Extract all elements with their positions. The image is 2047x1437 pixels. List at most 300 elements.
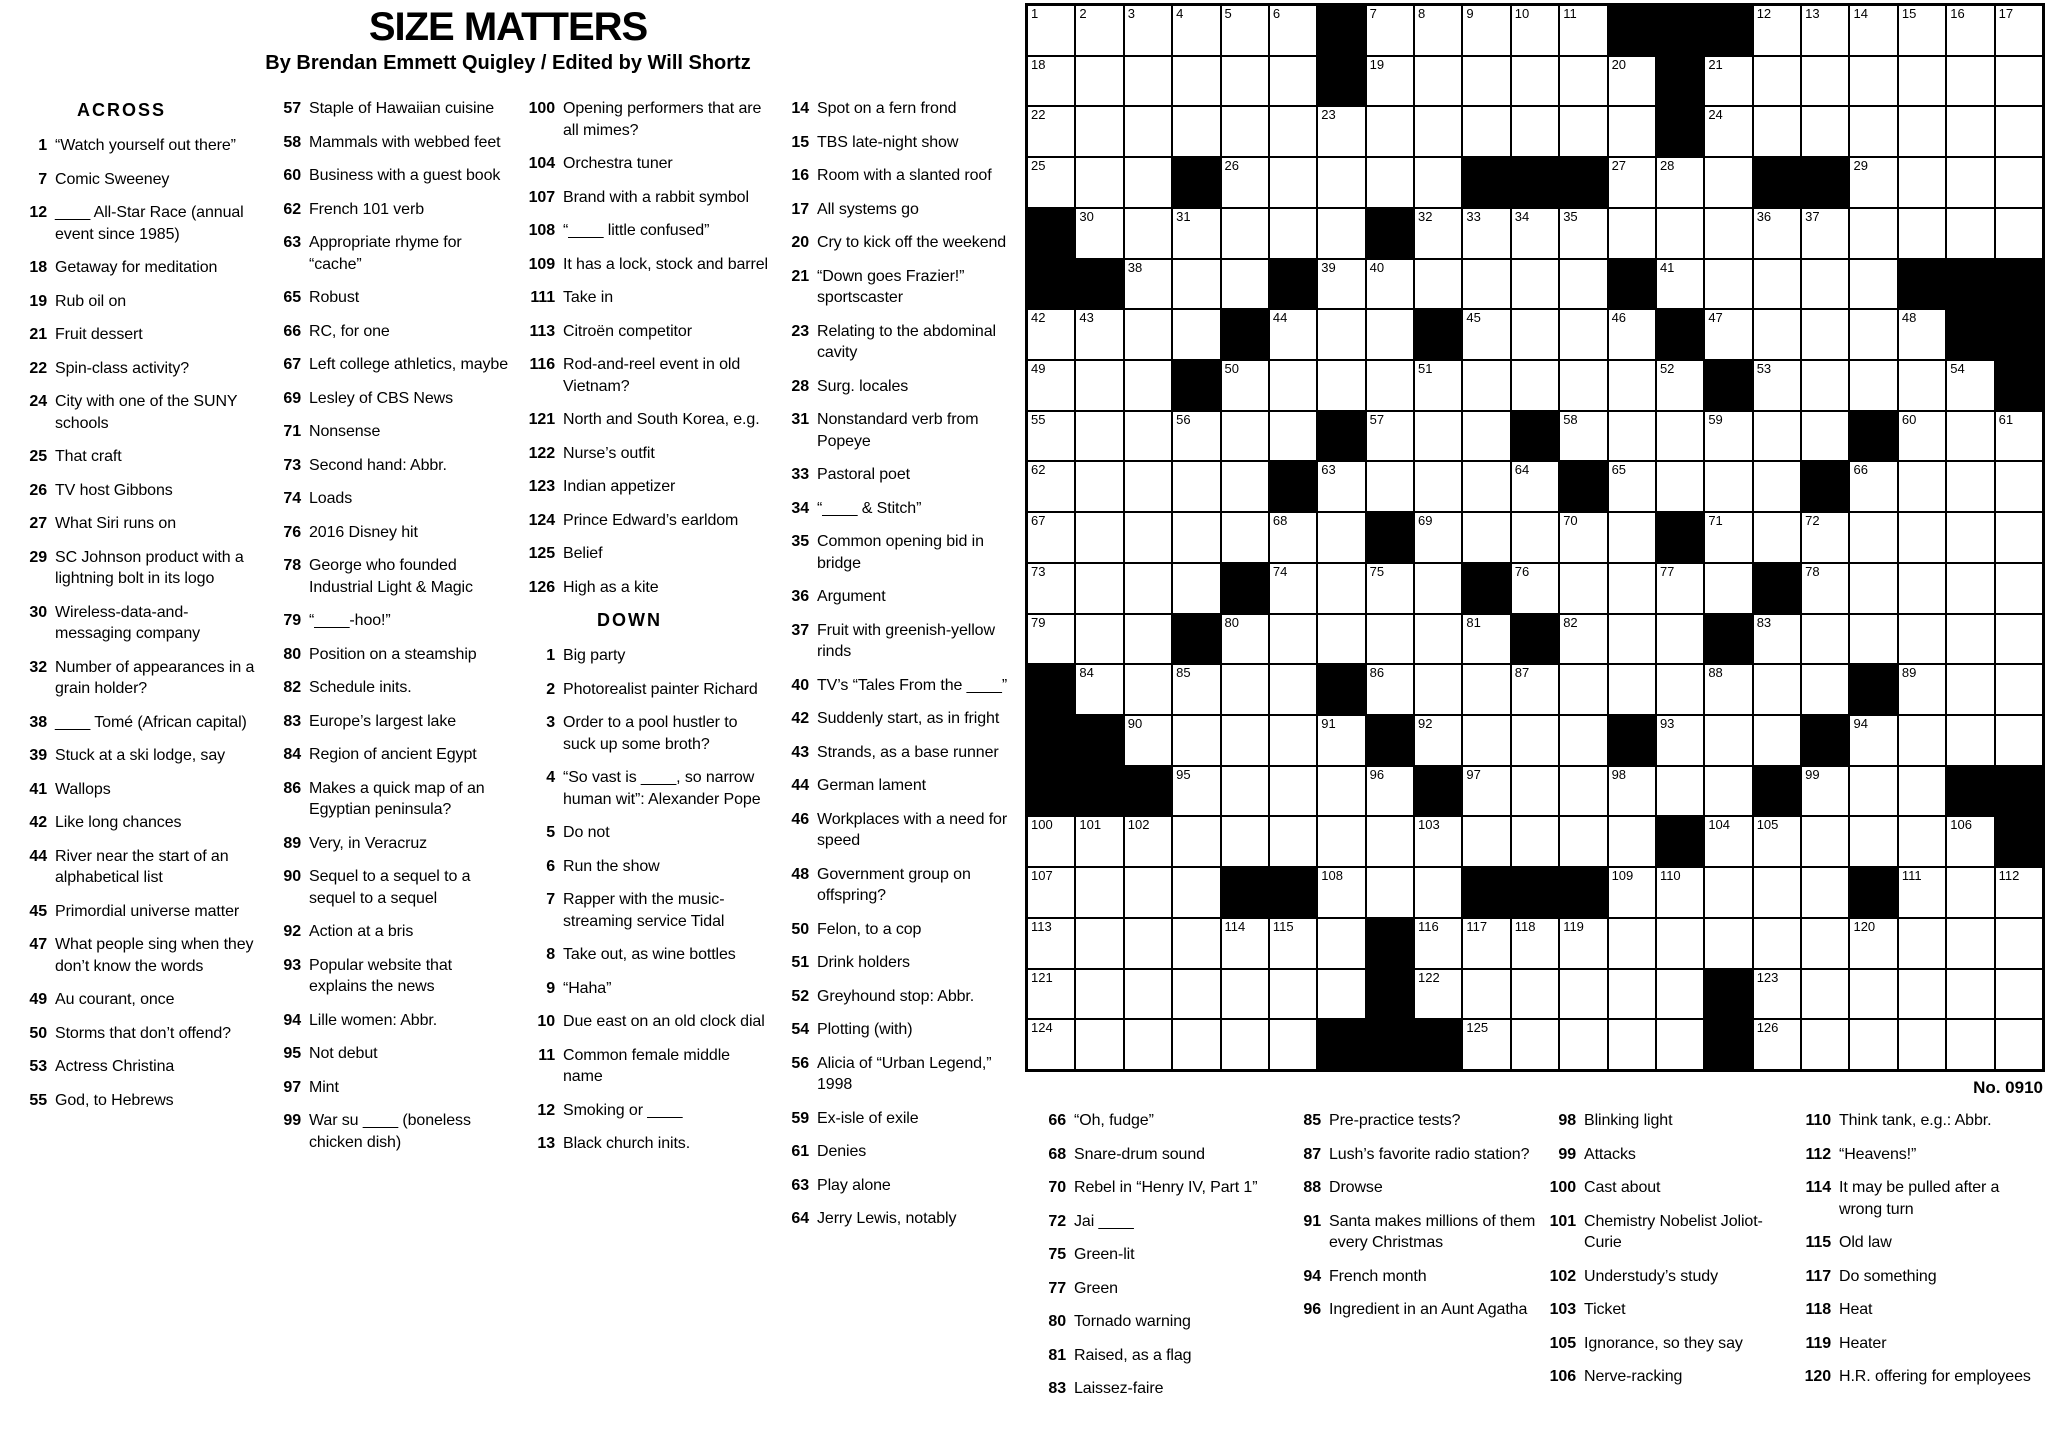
grid-cell[interactable] [1899, 716, 1945, 765]
grid-cell[interactable] [1125, 6, 1171, 55]
grid-cell[interactable] [1947, 107, 1993, 156]
grid-cell[interactable] [1125, 462, 1171, 511]
grid-cell[interactable] [1802, 412, 1848, 461]
grid-cell[interactable] [1463, 209, 1509, 258]
grid-cell[interactable] [1125, 817, 1171, 866]
grid-cell[interactable] [1222, 209, 1268, 258]
grid-cell[interactable] [1415, 919, 1461, 968]
grid-cell[interactable] [1173, 665, 1219, 714]
grid-cell[interactable] [1754, 970, 1800, 1019]
grid-cell[interactable] [1754, 665, 1800, 714]
grid-cell[interactable] [1657, 1020, 1703, 1069]
grid-cell[interactable] [1318, 209, 1364, 258]
grid-cell[interactable] [1076, 158, 1122, 207]
grid-cell[interactable] [1222, 716, 1268, 765]
grid-cell[interactable] [1367, 107, 1413, 156]
grid-cell[interactable] [1125, 615, 1171, 664]
grid-cell[interactable] [1222, 665, 1268, 714]
grid-cell[interactable] [1802, 868, 1848, 917]
grid-cell[interactable] [1125, 310, 1171, 359]
grid-cell[interactable] [1996, 158, 2042, 207]
grid-cell[interactable] [1899, 564, 1945, 613]
grid-cell[interactable] [1705, 412, 1751, 461]
grid-cell[interactable] [1996, 412, 2042, 461]
grid-cell[interactable] [1850, 57, 1896, 106]
grid-cell[interactable] [1560, 665, 1606, 714]
grid-cell[interactable] [1173, 260, 1219, 309]
grid-cell[interactable] [1705, 919, 1751, 968]
grid-cell[interactable] [1512, 665, 1558, 714]
grid-cell[interactable] [1028, 513, 1074, 562]
grid-cell[interactable] [1318, 615, 1364, 664]
grid-cell[interactable] [1996, 513, 2042, 562]
grid-cell[interactable] [1222, 107, 1268, 156]
grid-cell[interactable] [1173, 412, 1219, 461]
grid-cell[interactable] [1028, 361, 1074, 410]
grid-cell[interactable] [1850, 158, 1896, 207]
grid-cell[interactable] [1560, 310, 1606, 359]
grid-cell[interactable] [1463, 716, 1509, 765]
grid-cell[interactable] [1222, 919, 1268, 968]
grid-cell[interactable] [1318, 817, 1364, 866]
grid-cell[interactable] [1318, 564, 1364, 613]
grid-cell[interactable] [1512, 513, 1558, 562]
grid-cell[interactable] [1705, 260, 1751, 309]
grid-cell[interactable] [1899, 209, 1945, 258]
grid-cell[interactable] [1657, 158, 1703, 207]
grid-cell[interactable] [1028, 1020, 1074, 1069]
grid-cell[interactable] [1367, 6, 1413, 55]
grid-cell[interactable] [1076, 412, 1122, 461]
grid-cell[interactable] [1802, 767, 1848, 816]
grid-cell[interactable] [1076, 107, 1122, 156]
grid-cell[interactable] [1076, 310, 1122, 359]
grid-cell[interactable] [1802, 615, 1848, 664]
grid-cell[interactable] [1270, 6, 1316, 55]
grid-cell[interactable] [1270, 665, 1316, 714]
grid-cell[interactable] [1222, 260, 1268, 309]
grid-cell[interactable] [1996, 716, 2042, 765]
grid-cell[interactable] [1222, 412, 1268, 461]
grid-cell[interactable] [1367, 361, 1413, 410]
grid-cell[interactable] [1802, 6, 1848, 55]
grid-cell[interactable] [1270, 716, 1316, 765]
grid-cell[interactable] [1222, 361, 1268, 410]
grid-cell[interactable] [1415, 868, 1461, 917]
grid-cell[interactable] [1899, 665, 1945, 714]
grid-cell[interactable] [1609, 107, 1655, 156]
grid-cell[interactable] [1173, 209, 1219, 258]
grid-cell[interactable] [1415, 564, 1461, 613]
grid-cell[interactable] [1947, 970, 1993, 1019]
grid-cell[interactable] [1609, 615, 1655, 664]
grid-cell[interactable] [1076, 513, 1122, 562]
grid-cell[interactable] [1173, 716, 1219, 765]
grid-cell[interactable] [1415, 716, 1461, 765]
grid-cell[interactable] [1947, 919, 1993, 968]
grid-cell[interactable] [1367, 817, 1413, 866]
grid-cell[interactable] [1754, 462, 1800, 511]
grid-cell[interactable] [1173, 767, 1219, 816]
grid-cell[interactable] [1318, 513, 1364, 562]
grid-cell[interactable] [1850, 767, 1896, 816]
grid-cell[interactable] [1173, 970, 1219, 1019]
grid-cell[interactable] [1560, 209, 1606, 258]
grid-cell[interactable] [1463, 767, 1509, 816]
grid-cell[interactable] [1899, 310, 1945, 359]
grid-cell[interactable] [1947, 564, 1993, 613]
grid-cell[interactable] [1512, 767, 1558, 816]
grid-cell[interactable] [1463, 6, 1509, 55]
grid-cell[interactable] [1899, 1020, 1945, 1069]
grid-cell[interactable] [1512, 970, 1558, 1019]
grid-cell[interactable] [1367, 868, 1413, 917]
grid-cell[interactable] [1560, 919, 1606, 968]
grid-cell[interactable] [1609, 209, 1655, 258]
grid-cell[interactable] [1754, 260, 1800, 309]
grid-cell[interactable] [1754, 513, 1800, 562]
grid-cell[interactable] [1222, 462, 1268, 511]
grid-cell[interactable] [1173, 6, 1219, 55]
grid-cell[interactable] [1947, 1020, 1993, 1069]
grid-cell[interactable] [1415, 615, 1461, 664]
grid-cell[interactable] [1560, 513, 1606, 562]
grid-cell[interactable] [1222, 513, 1268, 562]
grid-cell[interactable] [1463, 361, 1509, 410]
grid-cell[interactable] [1996, 57, 2042, 106]
grid-cell[interactable] [1850, 107, 1896, 156]
grid-cell[interactable] [1028, 462, 1074, 511]
grid-cell[interactable] [1899, 6, 1945, 55]
grid-cell[interactable] [1463, 919, 1509, 968]
grid-cell[interactable] [1222, 767, 1268, 816]
grid-cell[interactable] [1270, 107, 1316, 156]
grid-cell[interactable] [1657, 716, 1703, 765]
grid-cell[interactable] [1028, 615, 1074, 664]
grid-cell[interactable] [1512, 919, 1558, 968]
grid-cell[interactable] [1705, 513, 1751, 562]
grid-cell[interactable] [1076, 462, 1122, 511]
grid-cell[interactable] [1512, 716, 1558, 765]
grid-cell[interactable] [1899, 868, 1945, 917]
grid-cell[interactable] [1028, 564, 1074, 613]
grid-cell[interactable] [1560, 6, 1606, 55]
grid-cell[interactable] [1028, 107, 1074, 156]
grid-cell[interactable] [1754, 57, 1800, 106]
grid-cell[interactable] [1318, 361, 1364, 410]
grid-cell[interactable] [1415, 412, 1461, 461]
grid-cell[interactable] [1657, 970, 1703, 1019]
grid-cell[interactable] [1076, 817, 1122, 866]
grid-cell[interactable] [1076, 919, 1122, 968]
grid-cell[interactable] [1560, 615, 1606, 664]
grid-cell[interactable] [1318, 919, 1364, 968]
grid-cell[interactable] [1899, 615, 1945, 664]
grid-cell[interactable] [1125, 970, 1171, 1019]
grid-cell[interactable] [1512, 817, 1558, 866]
grid-cell[interactable] [1754, 209, 1800, 258]
grid-cell[interactable] [1125, 868, 1171, 917]
grid-cell[interactable] [1802, 107, 1848, 156]
grid-cell[interactable] [1125, 919, 1171, 968]
grid-cell[interactable] [1270, 1020, 1316, 1069]
grid-cell[interactable] [1222, 6, 1268, 55]
grid-cell[interactable] [1705, 716, 1751, 765]
grid-cell[interactable] [1318, 260, 1364, 309]
grid-cell[interactable] [1125, 107, 1171, 156]
grid-cell[interactable] [1125, 209, 1171, 258]
grid-cell[interactable] [1415, 260, 1461, 309]
grid-cell[interactable] [1367, 310, 1413, 359]
grid-cell[interactable] [1076, 6, 1122, 55]
grid-cell[interactable] [1028, 817, 1074, 866]
grid-cell[interactable] [1850, 817, 1896, 866]
grid-cell[interactable] [1560, 564, 1606, 613]
grid-cell[interactable] [1850, 1020, 1896, 1069]
grid-cell[interactable] [1173, 107, 1219, 156]
grid-cell[interactable] [1609, 158, 1655, 207]
grid-cell[interactable] [1657, 564, 1703, 613]
grid-cell[interactable] [1947, 361, 1993, 410]
grid-cell[interactable] [1512, 260, 1558, 309]
grid-cell[interactable] [1560, 817, 1606, 866]
grid-cell[interactable] [1802, 209, 1848, 258]
grid-cell[interactable] [1754, 615, 1800, 664]
grid-cell[interactable] [1415, 970, 1461, 1019]
grid-cell[interactable] [1270, 767, 1316, 816]
grid-cell[interactable] [1899, 107, 1945, 156]
grid-cell[interactable] [1028, 57, 1074, 106]
grid-cell[interactable] [1802, 919, 1848, 968]
grid-cell[interactable] [1028, 919, 1074, 968]
grid-cell[interactable] [1028, 158, 1074, 207]
grid-cell[interactable] [1270, 919, 1316, 968]
grid-cell[interactable] [1125, 361, 1171, 410]
grid-cell[interactable] [1560, 716, 1606, 765]
grid-cell[interactable] [1076, 361, 1122, 410]
grid-cell[interactable] [1076, 564, 1122, 613]
grid-cell[interactable] [1367, 462, 1413, 511]
grid-cell[interactable] [1270, 564, 1316, 613]
grid-cell[interactable] [1560, 260, 1606, 309]
grid-cell[interactable] [1076, 970, 1122, 1019]
grid-cell[interactable] [1125, 57, 1171, 106]
grid-cell[interactable] [1657, 767, 1703, 816]
grid-cell[interactable] [1560, 767, 1606, 816]
grid-cell[interactable] [1173, 462, 1219, 511]
grid-cell[interactable] [1609, 817, 1655, 866]
grid-cell[interactable] [1463, 1020, 1509, 1069]
grid-cell[interactable] [1270, 158, 1316, 207]
grid-cell[interactable] [1705, 158, 1751, 207]
grid-cell[interactable] [1318, 107, 1364, 156]
grid-cell[interactable] [1463, 260, 1509, 309]
grid-cell[interactable] [1657, 615, 1703, 664]
grid-cell[interactable] [1125, 412, 1171, 461]
grid-cell[interactable] [1899, 513, 1945, 562]
grid-cell[interactable] [1705, 310, 1751, 359]
grid-cell[interactable] [1512, 1020, 1558, 1069]
grid-cell[interactable] [1173, 1020, 1219, 1069]
grid-cell[interactable] [1609, 1020, 1655, 1069]
grid-cell[interactable] [1367, 767, 1413, 816]
grid-cell[interactable] [1076, 868, 1122, 917]
grid-cell[interactable] [1657, 412, 1703, 461]
grid-cell[interactable] [1560, 107, 1606, 156]
grid-cell[interactable] [1802, 513, 1848, 562]
grid-cell[interactable] [1415, 6, 1461, 55]
grid-cell[interactable] [1899, 57, 1945, 106]
grid-cell[interactable] [1270, 412, 1316, 461]
grid-cell[interactable] [1754, 310, 1800, 359]
grid-cell[interactable] [1996, 462, 2042, 511]
grid-cell[interactable] [1609, 57, 1655, 106]
grid-cell[interactable] [1657, 209, 1703, 258]
grid-cell[interactable] [1415, 513, 1461, 562]
grid-cell[interactable] [1270, 310, 1316, 359]
grid-cell[interactable] [1850, 361, 1896, 410]
grid-cell[interactable] [1222, 158, 1268, 207]
grid-cell[interactable] [1125, 665, 1171, 714]
grid-cell[interactable] [1609, 412, 1655, 461]
grid-cell[interactable] [1270, 361, 1316, 410]
grid-cell[interactable] [1802, 970, 1848, 1019]
grid-cell[interactable] [1609, 462, 1655, 511]
grid-cell[interactable] [1270, 970, 1316, 1019]
grid-cell[interactable] [1802, 665, 1848, 714]
grid-cell[interactable] [1947, 817, 1993, 866]
grid-cell[interactable] [1996, 564, 2042, 613]
grid-cell[interactable] [1802, 817, 1848, 866]
grid-cell[interactable] [1754, 919, 1800, 968]
grid-cell[interactable] [1270, 57, 1316, 106]
grid-cell[interactable] [1850, 564, 1896, 613]
grid-cell[interactable] [1463, 513, 1509, 562]
grid-cell[interactable] [1173, 310, 1219, 359]
grid-cell[interactable] [1125, 564, 1171, 613]
grid-cell[interactable] [1560, 970, 1606, 1019]
grid-cell[interactable] [1609, 970, 1655, 1019]
grid-cell[interactable] [1560, 57, 1606, 106]
grid-cell[interactable] [1125, 260, 1171, 309]
grid-cell[interactable] [1512, 462, 1558, 511]
grid-cell[interactable] [1463, 310, 1509, 359]
grid-cell[interactable] [1415, 209, 1461, 258]
grid-cell[interactable] [1657, 665, 1703, 714]
grid-cell[interactable] [1996, 1020, 2042, 1069]
grid-cell[interactable] [1996, 665, 2042, 714]
grid-cell[interactable] [1222, 1020, 1268, 1069]
grid-cell[interactable] [1028, 970, 1074, 1019]
grid-cell[interactable] [1754, 412, 1800, 461]
grid-cell[interactable] [1899, 462, 1945, 511]
grid-cell[interactable] [1899, 817, 1945, 866]
grid-cell[interactable] [1754, 868, 1800, 917]
grid-cell[interactable] [1899, 970, 1945, 1019]
grid-cell[interactable] [1318, 310, 1364, 359]
grid-cell[interactable] [1318, 158, 1364, 207]
grid-cell[interactable] [1947, 158, 1993, 207]
grid-cell[interactable] [1657, 260, 1703, 309]
grid-cell[interactable] [1754, 6, 1800, 55]
grid-cell[interactable] [1270, 513, 1316, 562]
grid-cell[interactable] [1850, 716, 1896, 765]
grid-cell[interactable] [1415, 361, 1461, 410]
grid-cell[interactable] [1222, 615, 1268, 664]
grid-cell[interactable] [1850, 209, 1896, 258]
grid-cell[interactable] [1463, 412, 1509, 461]
grid-cell[interactable] [1850, 615, 1896, 664]
grid-cell[interactable] [1850, 513, 1896, 562]
grid-cell[interactable] [1754, 1020, 1800, 1069]
grid-cell[interactable] [1028, 6, 1074, 55]
grid-cell[interactable] [1899, 158, 1945, 207]
grid-cell[interactable] [1125, 1020, 1171, 1069]
grid-cell[interactable] [1850, 462, 1896, 511]
grid-cell[interactable] [1996, 107, 2042, 156]
grid-cell[interactable] [1802, 260, 1848, 309]
grid-cell[interactable] [1028, 412, 1074, 461]
grid-cell[interactable] [1270, 817, 1316, 866]
grid-cell[interactable] [1125, 716, 1171, 765]
grid-cell[interactable] [1947, 57, 1993, 106]
grid-cell[interactable] [1318, 462, 1364, 511]
grid-cell[interactable] [1850, 970, 1896, 1019]
grid-cell[interactable] [1802, 361, 1848, 410]
grid-cell[interactable] [1367, 615, 1413, 664]
grid-cell[interactable] [1222, 57, 1268, 106]
grid-cell[interactable] [1705, 462, 1751, 511]
grid-cell[interactable] [1754, 107, 1800, 156]
grid-cell[interactable] [1222, 970, 1268, 1019]
grid-cell[interactable] [1609, 868, 1655, 917]
grid-cell[interactable] [1560, 1020, 1606, 1069]
grid-cell[interactable] [1512, 6, 1558, 55]
grid-cell[interactable] [1318, 767, 1364, 816]
grid-cell[interactable] [1173, 513, 1219, 562]
grid-cell[interactable] [1802, 57, 1848, 106]
grid-cell[interactable] [1850, 310, 1896, 359]
grid-cell[interactable] [1463, 107, 1509, 156]
grid-cell[interactable] [1705, 767, 1751, 816]
grid-cell[interactable] [1996, 868, 2042, 917]
grid-cell[interactable] [1270, 209, 1316, 258]
grid-cell[interactable] [1947, 6, 1993, 55]
grid-cell[interactable] [1076, 615, 1122, 664]
grid-cell[interactable] [1415, 57, 1461, 106]
grid-cell[interactable] [1463, 57, 1509, 106]
grid-cell[interactable] [1270, 615, 1316, 664]
grid-cell[interactable] [1996, 615, 2042, 664]
grid-cell[interactable] [1899, 919, 1945, 968]
grid-cell[interactable] [1367, 564, 1413, 613]
grid-cell[interactable] [1367, 158, 1413, 207]
grid-cell[interactable] [1705, 665, 1751, 714]
grid-cell[interactable] [1657, 361, 1703, 410]
grid-cell[interactable] [1415, 817, 1461, 866]
grid-cell[interactable] [1318, 868, 1364, 917]
grid-cell[interactable] [1657, 462, 1703, 511]
grid-cell[interactable] [1028, 868, 1074, 917]
grid-cell[interactable] [1463, 970, 1509, 1019]
grid-cell[interactable] [1657, 868, 1703, 917]
grid-cell[interactable] [1802, 1020, 1848, 1069]
grid-cell[interactable] [1367, 412, 1413, 461]
grid-cell[interactable] [1996, 209, 2042, 258]
grid-cell[interactable] [1173, 564, 1219, 613]
grid-cell[interactable] [1947, 615, 1993, 664]
grid-cell[interactable] [1754, 361, 1800, 410]
